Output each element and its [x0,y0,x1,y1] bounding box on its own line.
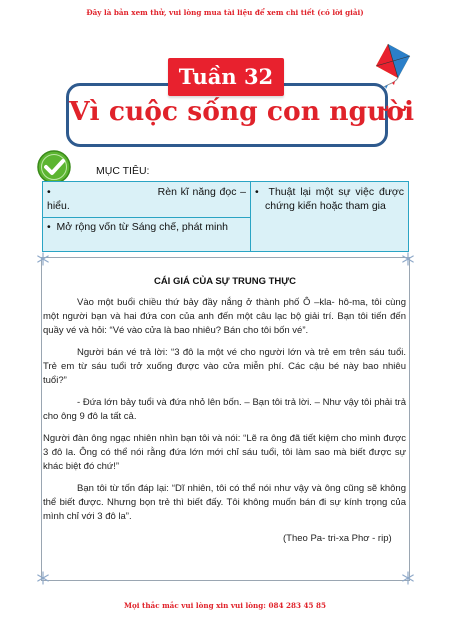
snowflake-icon [401,571,415,585]
unit-title: Vì cuộc sống con người [69,96,415,127]
snowflake-icon [36,571,50,585]
check-icon [36,149,72,185]
story-paragraph: Bạn tôi từ tốn đáp lại: “Dĩ nhiên, tôi có thể nói như vậy và ông cũng sẽ không thể biết được. Nhưng bọn trẻ thì biết đấy. Tôi không muốn bán đi sự kính trọng của mình chỉ với 3 đô la”. [43,483,406,522]
objective-item: • Rèn kĩ năng đọc – hiểu. [43,182,251,218]
objective-item: • Mở rộng vốn từ Sáng chế, phát minh [43,218,251,251]
story-title: CÁI GIÁ CỦA SỰ TRUNG THỰC [153,276,297,287]
week-banner: Tuần 32 [168,58,284,96]
objective-text: Mở rộng vốn từ Sáng chế, phát minh [56,221,229,233]
objective-text: Rèn kĩ năng đọc – hiểu. [47,186,246,212]
objectives-table [42,181,409,252]
story-paragraph: Người đàn ông ngạc nhiên nhìn bạn tôi và nói: “Lẽ ra ông đã tiết kiệm cho mình được 3 đô la. Ông có thể nói rằng đứa lớn mới chỉ sáu tuổi, tôi làm sao mà biết được sự khác biệt đó chứ!” [43,433,406,472]
story-source: (Theo Pa- tri-xa Phơ - rip) [283,533,392,544]
header-notice: Đây là bản xem thử, vui lòng mua tài liệu để xem chi tiết (có lời giải) [86,8,364,17]
story-paragraph: - Đứa lớn bảy tuổi và đứa nhỏ lên bốn. – Bạn tôi trả lời. – Như vậy tôi phải trả cho ông 9 đô la tất cả. [43,397,406,422]
objective-item: • Thuật lại một sự việc được chứng kiến hoặc tham gia [251,182,408,251]
objectives-label: MỤC TIÊU: [96,165,150,177]
snowflake-icon [36,252,50,266]
objective-text: Thuật lại một sự việc được chứng kiến hoặc tham gia [265,186,405,212]
story-paragraph: Vào một buổi chiều thứ bảy đầy nắng ở thành phố Ô –kla- hô-ma, tôi cùng một người bạn và hai đứa con của anh đến một câu lạc bộ giải trí. Bạn tôi tiến đến quầy vé và hỏi: “Vé vào cửa là bao nhiêu? Bán cho tôi bốn vé”. [43,297,406,336]
footer-notice: Mọi thắc mắc vui lòng xin vui lòng: 084 283 45 85 [124,601,326,610]
story-paragraph: Người bán vé trả lời: “3 đô la một vé cho người lớn và trẻ em trên sáu tuổi. Trẻ em từ sáu tuổi trở xuống được vào cửa miễn phí. Các cậu bé này bao nhiêu tuổi?” [43,347,406,386]
snowflake-icon [401,252,415,266]
